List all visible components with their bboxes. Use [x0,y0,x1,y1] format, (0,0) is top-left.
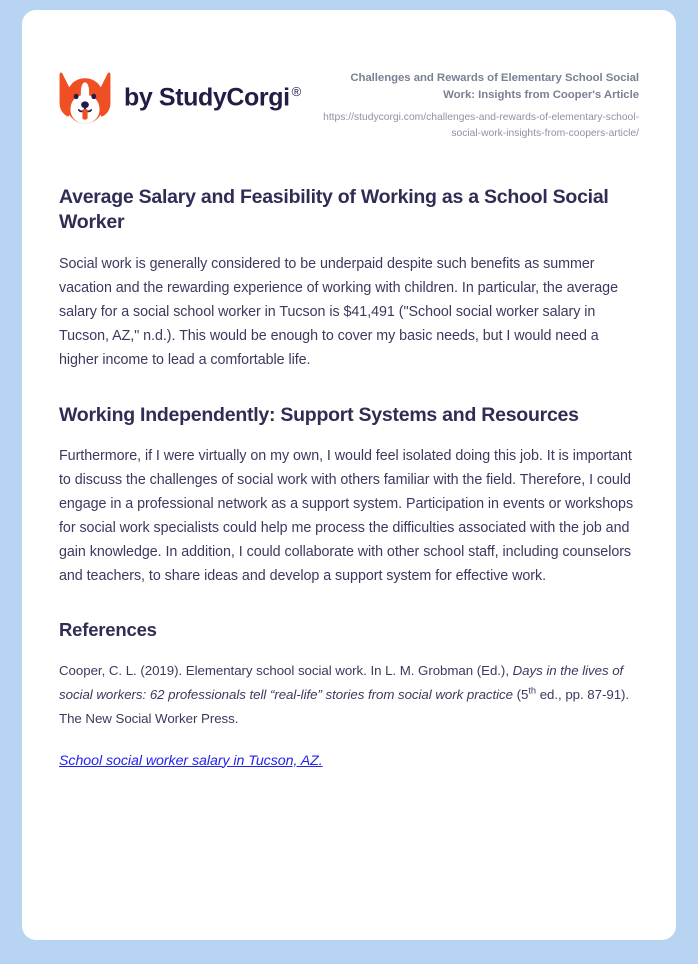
document-content [22,10,676,770]
brand-lockup [59,65,301,125]
header-meta [319,65,639,141]
source-url[interactable]: https://studycorgi.com/challenges-and-rewards-of-elementary-school-social-work-insights-from-coopers-article/ [323,112,639,139]
section-heading-independence: Working Independently: Support Systems and Resources [59,403,579,426]
reference-edition-open: (5 [513,687,529,703]
brand-name-text: by StudyCorgi [124,83,290,112]
references-heading: References [59,618,157,640]
document-header [59,10,639,141]
reference-ordinal-suffix: th [528,685,537,696]
brand-name [124,85,301,110]
reference-author-title: Cooper, C. L. (2019). Elementary school social work. In L. M. Grobman (Ed.), [59,662,513,678]
section-paragraph-salary: Social work is generally considered to be underpaid despite such benefits as summer vacation and the rewarding experience of working with children. In particular, the average salary for a social school worker in Tucson is $41,491 ("School social worker salary in Tucson, AZ," n.d.). This would be enough to cover my basic needs, but I would need a higher income to lead a comfortable life. [59,255,618,368]
document-page [22,10,676,940]
reference-entry [59,659,639,732]
reference-link-salary[interactable]: School social worker salary in Tucson, AZ. [59,752,323,769]
registered-trademark-icon: ® [291,84,301,100]
document-title: Challenges and Rewards of Elementary School Social Work: Insights from Cooper's Article [350,72,639,101]
section-paragraph-independence: Furthermore, if I were virtually on my own, I would feel isolated doing this job. It is important to discuss the challenges of social work with others familiar with the field. Therefore, I could engage in a professional network as a support system. Participation in events or workshops for social work specialists could help me process the difficulties associated with the job and gain knowledge. In addition, I could collaborate with other school staff, including counselors and teachers, to share ideas and develop a support system for effective work. [59,447,634,584]
corgi-mascot-icon [59,71,111,125]
section-heading-salary: Average Salary and Feasibility of Working as a School Social Worker [59,185,609,233]
reference-book-title: Days in the lives of social workers: 62 professionals tell “real-life” stories from social work practice [59,662,624,703]
reference-publisher: ed., pp. 87-91). The New Social Worker Press. [59,687,630,727]
article-body [59,141,639,770]
